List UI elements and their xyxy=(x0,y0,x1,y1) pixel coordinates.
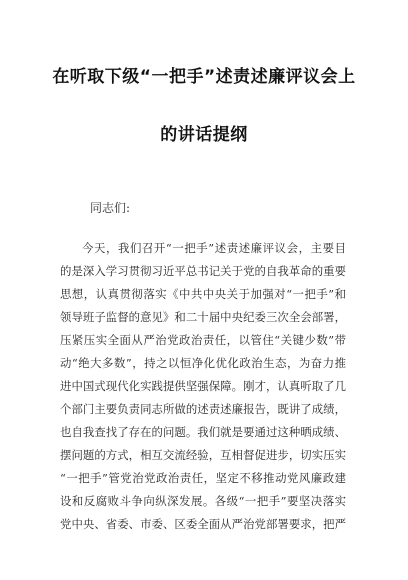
paragraph-line: 的是深入学习贯彻习近平总书记关于党的自我革命的重要 xyxy=(60,264,346,278)
paragraph-line: 党中央、省委、市委、区委全面从严治党部署要求，把严 xyxy=(60,517,346,531)
paragraph-line: 进中国式现代化实践提供坚强保障。刚才，认真听取了几 xyxy=(60,379,346,393)
paragraph-line: 设和反腐败斗争向纵深发展。各级“一把手”要坚决落实 xyxy=(60,494,346,508)
paragraph-line: 今天，我们召开“一把手”述责述廉评议会，主要目 xyxy=(82,241,346,255)
document-title-line-1: 在听取下级“一把手”述责述廉评议会上 xyxy=(52,67,356,87)
paragraph-line: 个部门主要负责同志所做的述责述廉报告，既讲了成绩， xyxy=(60,402,346,416)
paragraph-line: 也自我查找了存在的问题。我们就是要通过这种晒成绩、 xyxy=(60,425,346,439)
paragraph-line: 思想，认真贯彻落实《中共中央关于加强对“一把手”和 xyxy=(60,287,346,301)
paragraph-line: 摆问题的方式，相互交流经验，互相督促进步，切实压实 xyxy=(60,448,346,462)
document-title-line-2: 的讲话提纲 xyxy=(160,125,248,145)
paragraph-line: 动“绝大多数”，持之以恒净化优化政治生态，为奋力推 xyxy=(60,356,346,370)
paragraph-line: 领导班子监督的意见》和二十届中央纪委三次全会部署， xyxy=(60,310,346,324)
paragraph-line: “一把手”管党治党政治责任，坚定不移推动党风廉政建 xyxy=(60,471,346,485)
salutation: 同志们: xyxy=(90,201,131,215)
paragraph-line: 压紧压实全面从严治党政治责任，以管住“关键少数”带 xyxy=(60,333,346,347)
